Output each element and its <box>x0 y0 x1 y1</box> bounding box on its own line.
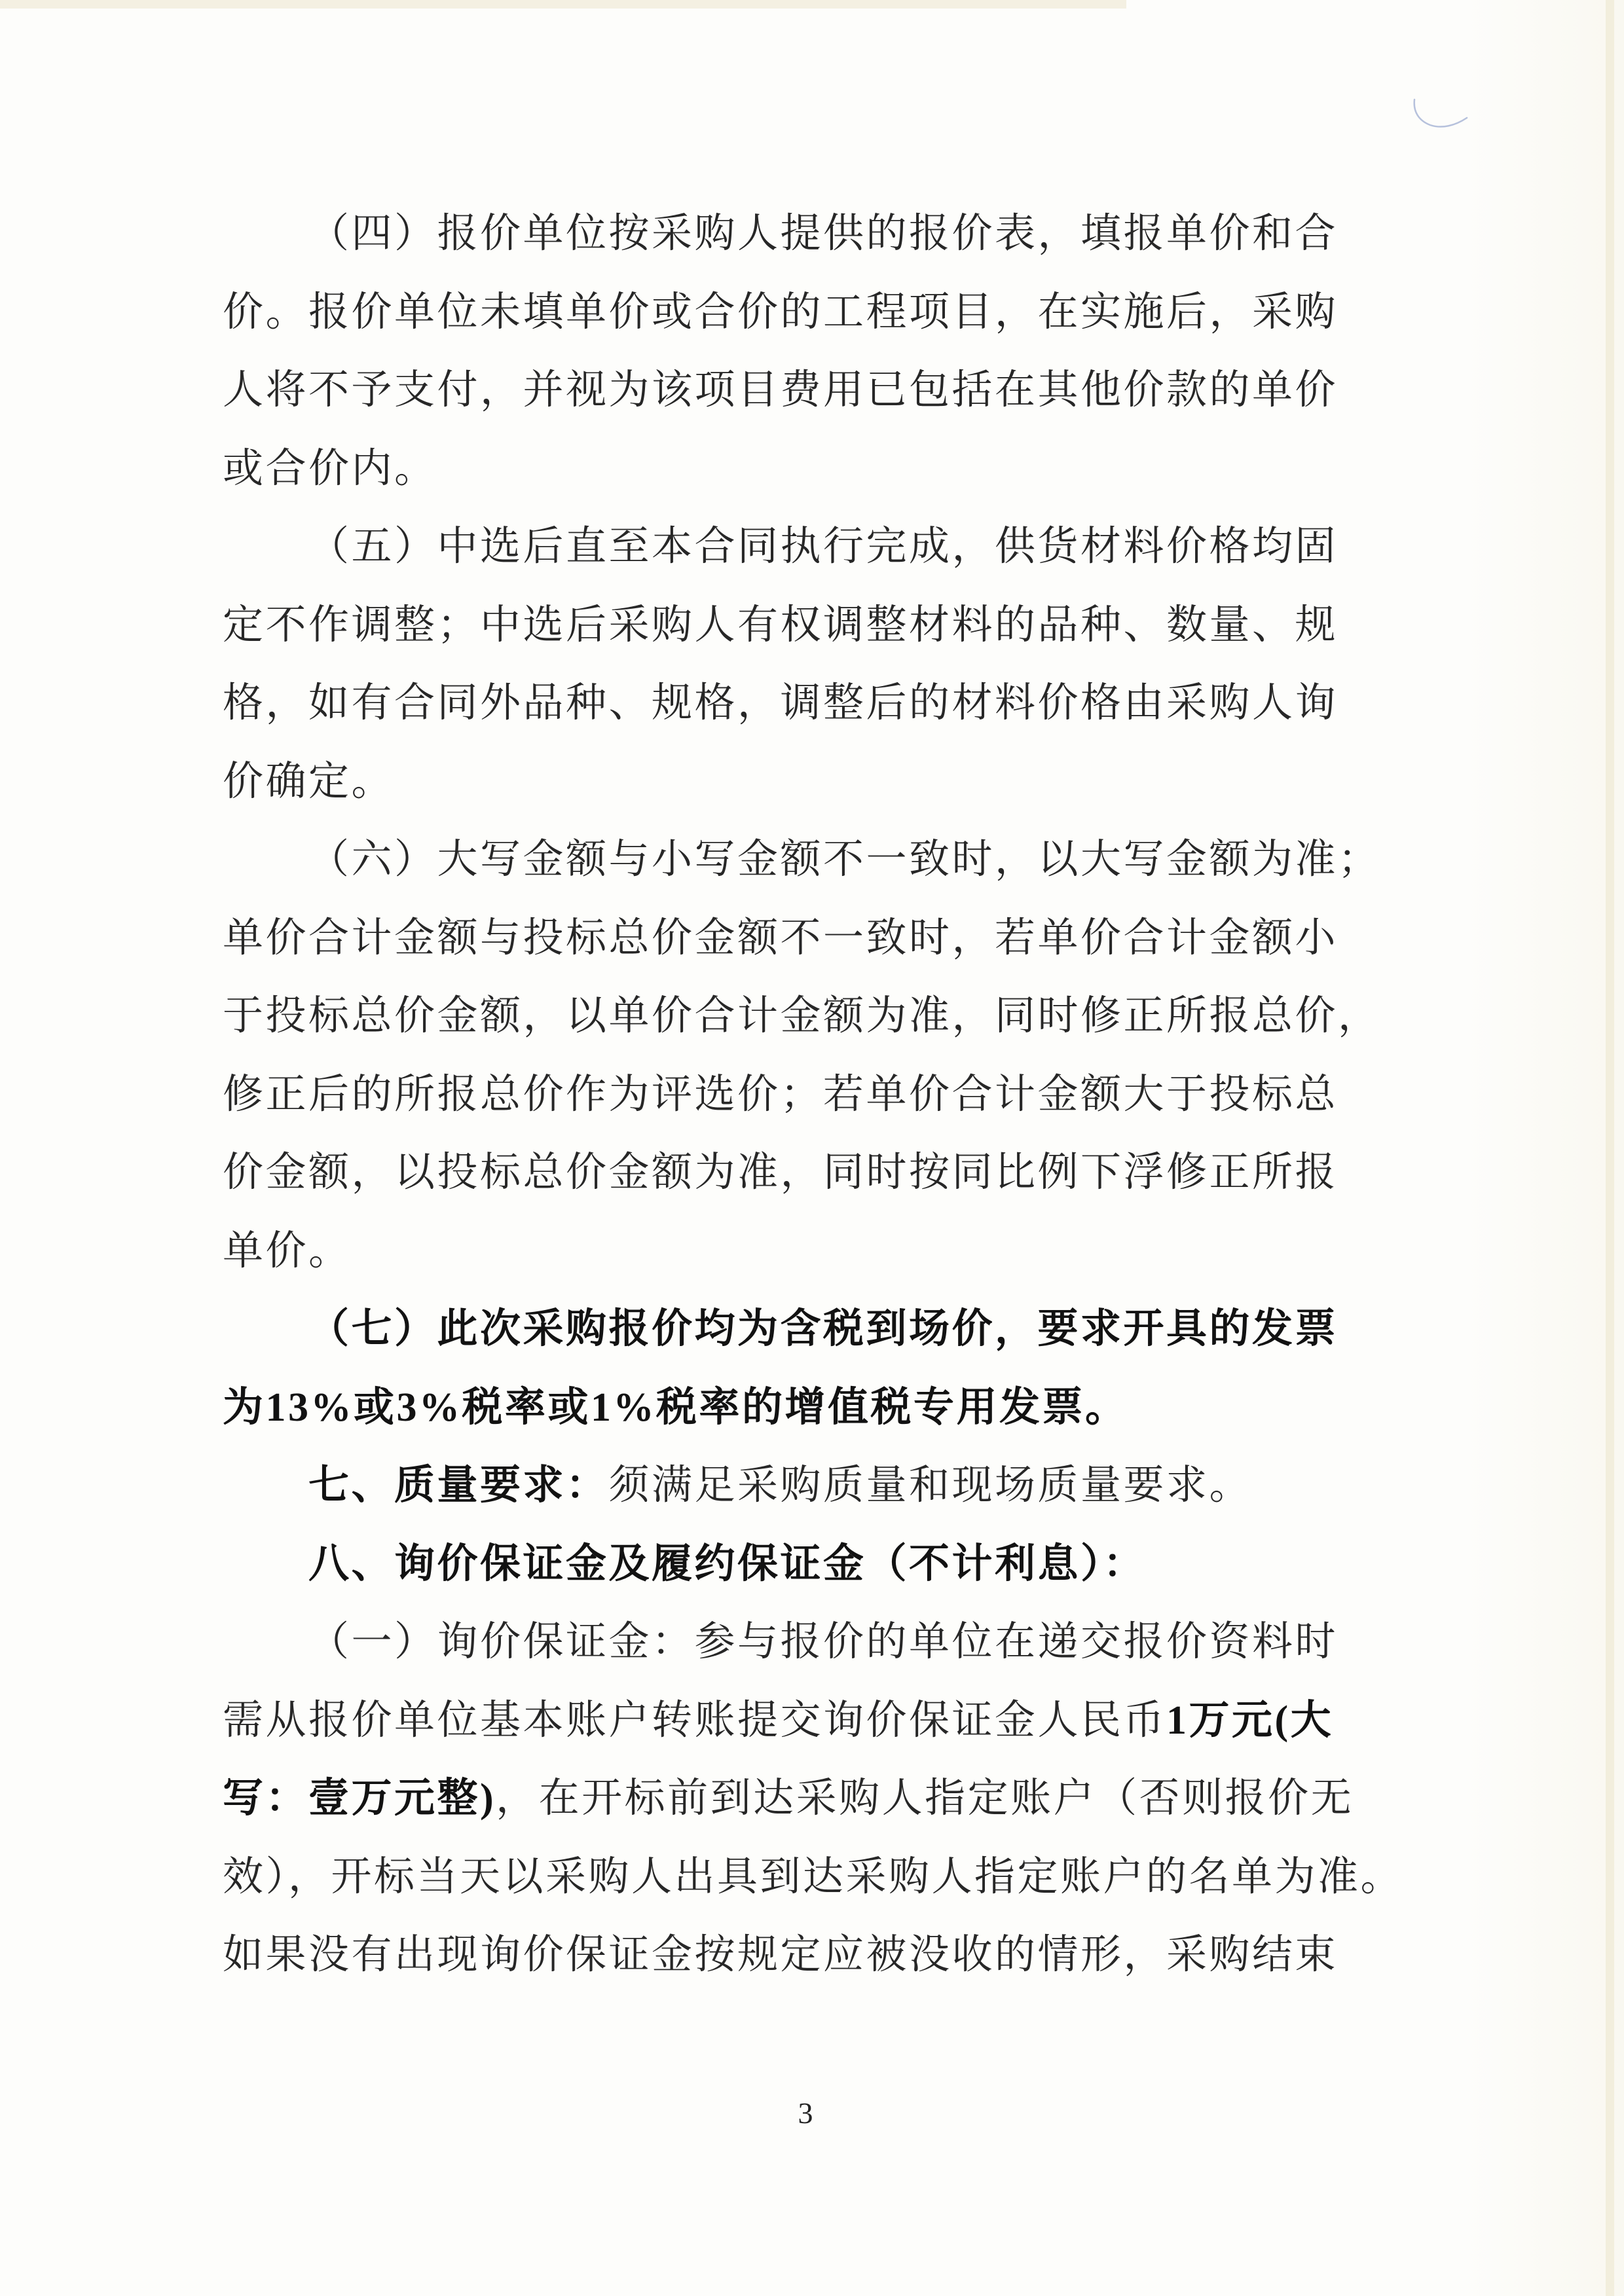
text-line <box>223 430 1414 509</box>
text-line <box>223 1525 1414 1604</box>
text-run: （四）报价单位按采购人提供的报价表，填报单价和合 <box>308 211 1338 256</box>
text-line <box>223 508 1414 587</box>
text-run: 价确定。 <box>223 759 395 804</box>
text-run: 如果没有出现询价保证金按规定应被没收的情形，采购结束 <box>223 1933 1338 1977</box>
text-line <box>223 1212 1414 1291</box>
text-line <box>223 665 1414 743</box>
text-run: 为13%或3%税率或1%税率的增值税专用发票。 <box>223 1385 1128 1430</box>
text-run: （一）询价保证金：参与报价的单位在递交报价资料时 <box>308 1620 1338 1664</box>
text-line <box>223 1134 1414 1212</box>
text-line <box>223 274 1414 352</box>
scan-edge-artifact-right <box>1606 0 1614 2296</box>
text-run: ，在开标前到达采购人指定账户（否则报价无 <box>496 1776 1354 1821</box>
text-run: （六）大写金额与小写金额不一致时，以大写金额为准； <box>308 837 1381 882</box>
text-run: （五）中选后直至本合同执行完成，供货材料价格均固 <box>308 524 1338 569</box>
text-line <box>223 1369 1414 1448</box>
text-run: 单价合计金额与投标总价金额不一致时，若单价合计金额小 <box>223 915 1338 960</box>
text-run: 于投标总价金额，以单价合计金额为准，同时修正所报总价， <box>223 994 1381 1038</box>
text-line <box>223 352 1414 430</box>
text-line <box>223 1603 1414 1682</box>
document-body <box>223 195 1414 1995</box>
text-line <box>223 1838 1414 1917</box>
text-run: 须满足采购质量和现场质量要求。 <box>608 1463 1253 1508</box>
text-run: 修正后的所报总价作为评选价；若单价合计金额大于投标总 <box>223 1072 1338 1117</box>
text-run: 需从报价单位基本账户转账提交询价保证金人民币 <box>223 1698 1167 1743</box>
text-run: 1万元(大 <box>1166 1698 1334 1743</box>
text-line <box>223 1760 1414 1838</box>
text-line <box>223 821 1414 900</box>
text-line <box>223 587 1414 665</box>
pen-mark-artifact <box>1408 97 1473 135</box>
text-run: 价金额，以投标总价金额为准，同时按同比例下浮修正所报 <box>223 1150 1338 1195</box>
text-run: 或合价内。 <box>223 446 437 491</box>
text-line <box>223 977 1414 1056</box>
text-line <box>223 743 1414 822</box>
text-line <box>223 1447 1414 1525</box>
text-line <box>223 1056 1414 1135</box>
text-run: 格，如有合同外品种、规格，调整后的材料价格由采购人询 <box>223 681 1338 725</box>
text-run: （七）此次采购报价均为含税到场价，要求开具的发票 <box>308 1307 1338 1351</box>
text-run: 写：壹万元整) <box>223 1776 496 1821</box>
scan-edge-artifact-top <box>0 0 1126 9</box>
text-line <box>223 1916 1414 1995</box>
text-run: 效），开标当天以采购人出具到达采购人指定账户的名单为准。 <box>223 1854 1404 1899</box>
text-line <box>223 1682 1414 1760</box>
text-run: 价。报价单位未填单价或合价的工程项目，在实施后，采购 <box>223 289 1338 335</box>
scan-edge-tint-right <box>1467 0 1624 2296</box>
text-run: 单价。 <box>223 1228 352 1273</box>
text-line <box>223 1290 1414 1369</box>
text-line <box>223 900 1414 978</box>
text-run: 人将不予支付，并视为该项目费用已包括在其他价款的单价 <box>223 368 1338 412</box>
text-run: 八、询价保证金及履约保证金（不计利息）： <box>308 1541 1147 1586</box>
text-line <box>223 195 1414 274</box>
text-run: 七、质量要求： <box>308 1463 609 1508</box>
page-number: 3 <box>798 2096 813 2130</box>
text-run: 定不作调整；中选后采购人有权调整材料的品种、数量、规 <box>223 602 1338 647</box>
